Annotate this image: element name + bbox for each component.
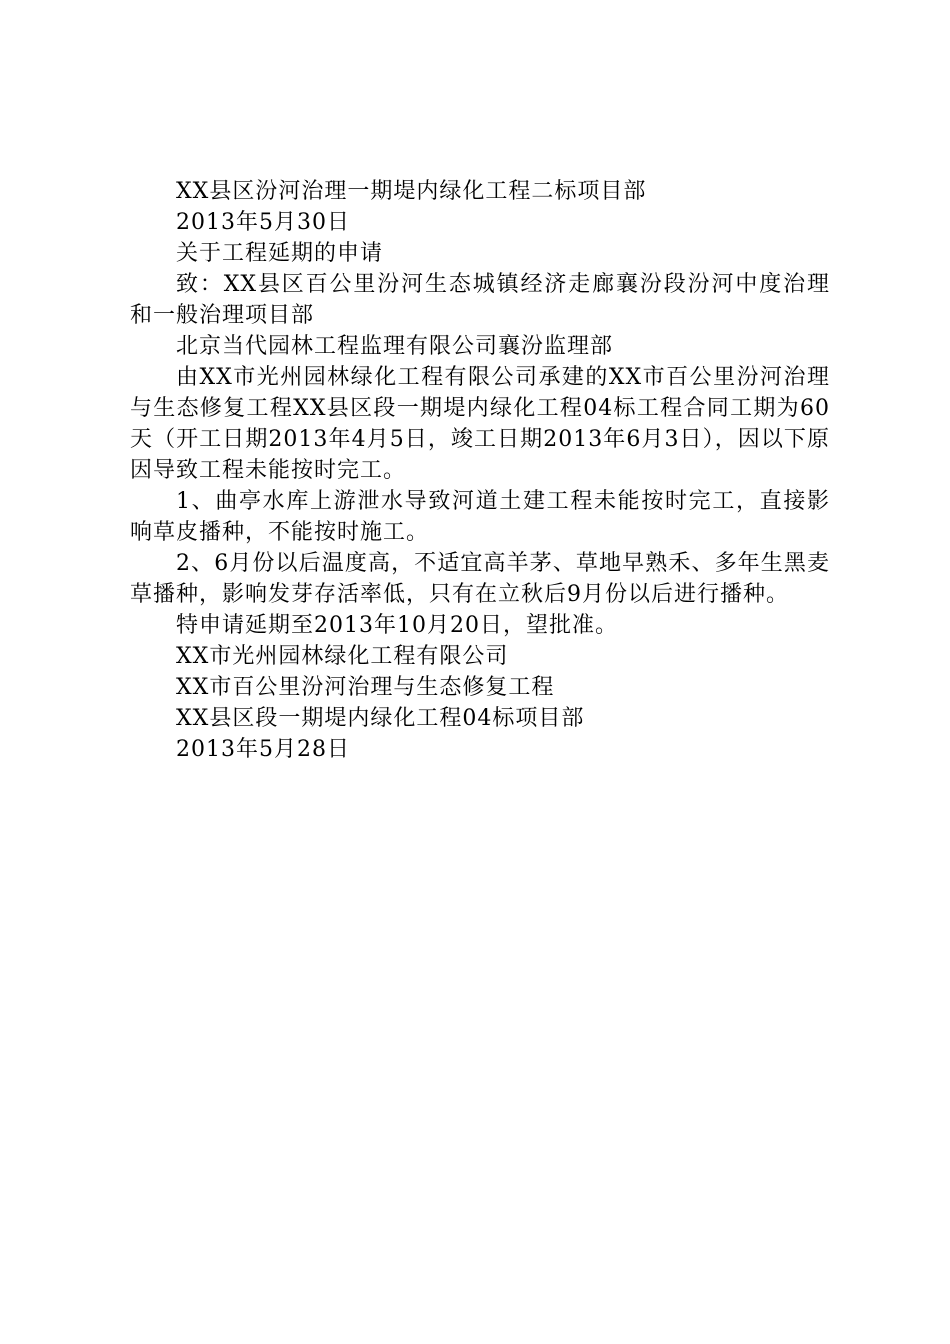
body-intro-paragraph: 由XX市光州园林绿化工程有限公司承建的XX市百公里汾河治理与生态修复工程XX县区段一期堤内绿化工程04标工程合同工期为60天（开工日期2013年4月5日，竣工日期2013年6月3日），因以下原因导致工程未能按时完工。 [130,365,830,483]
header-org: XX县区汾河治理一期堤内绿化工程二标项目部 [176,179,647,204]
request-line: 特申请延期至2013年10月20日，望批准。 [176,613,618,638]
recipient-line-2: 北京当代园林工程监理有限公司襄汾监理部 [176,334,614,359]
header-date: 2013年5月30日 [176,210,350,235]
recipient-line-1: 致：XX县区百公里汾河生态城镇经济走廊襄汾段汾河中度治理和一般治理项目部 [130,272,830,328]
reason-2-paragraph: 2、6月份以后温度高，不适宜高羊茅、草地早熟禾、多年生黑麦草播种，影响发芽存活率低，只有在立秋后9月份以后进行播种。 [130,551,830,607]
document-title: 关于工程延期的申请 [176,241,384,266]
document-body [130,176,830,765]
signature-date: 2013年5月28日 [176,737,350,762]
signature-company: XX市光州园林绿化工程有限公司 [176,644,509,669]
signature-project: XX市百公里汾河治理与生态修复工程 [176,675,555,700]
signature-department: XX县区段一期堤内绿化工程04标项目部 [176,706,585,731]
reason-1-paragraph: 1、曲亭水库上游泄水导致河道土建工程未能按时完工，直接影响草皮播种，不能按时施工。 [130,489,830,545]
